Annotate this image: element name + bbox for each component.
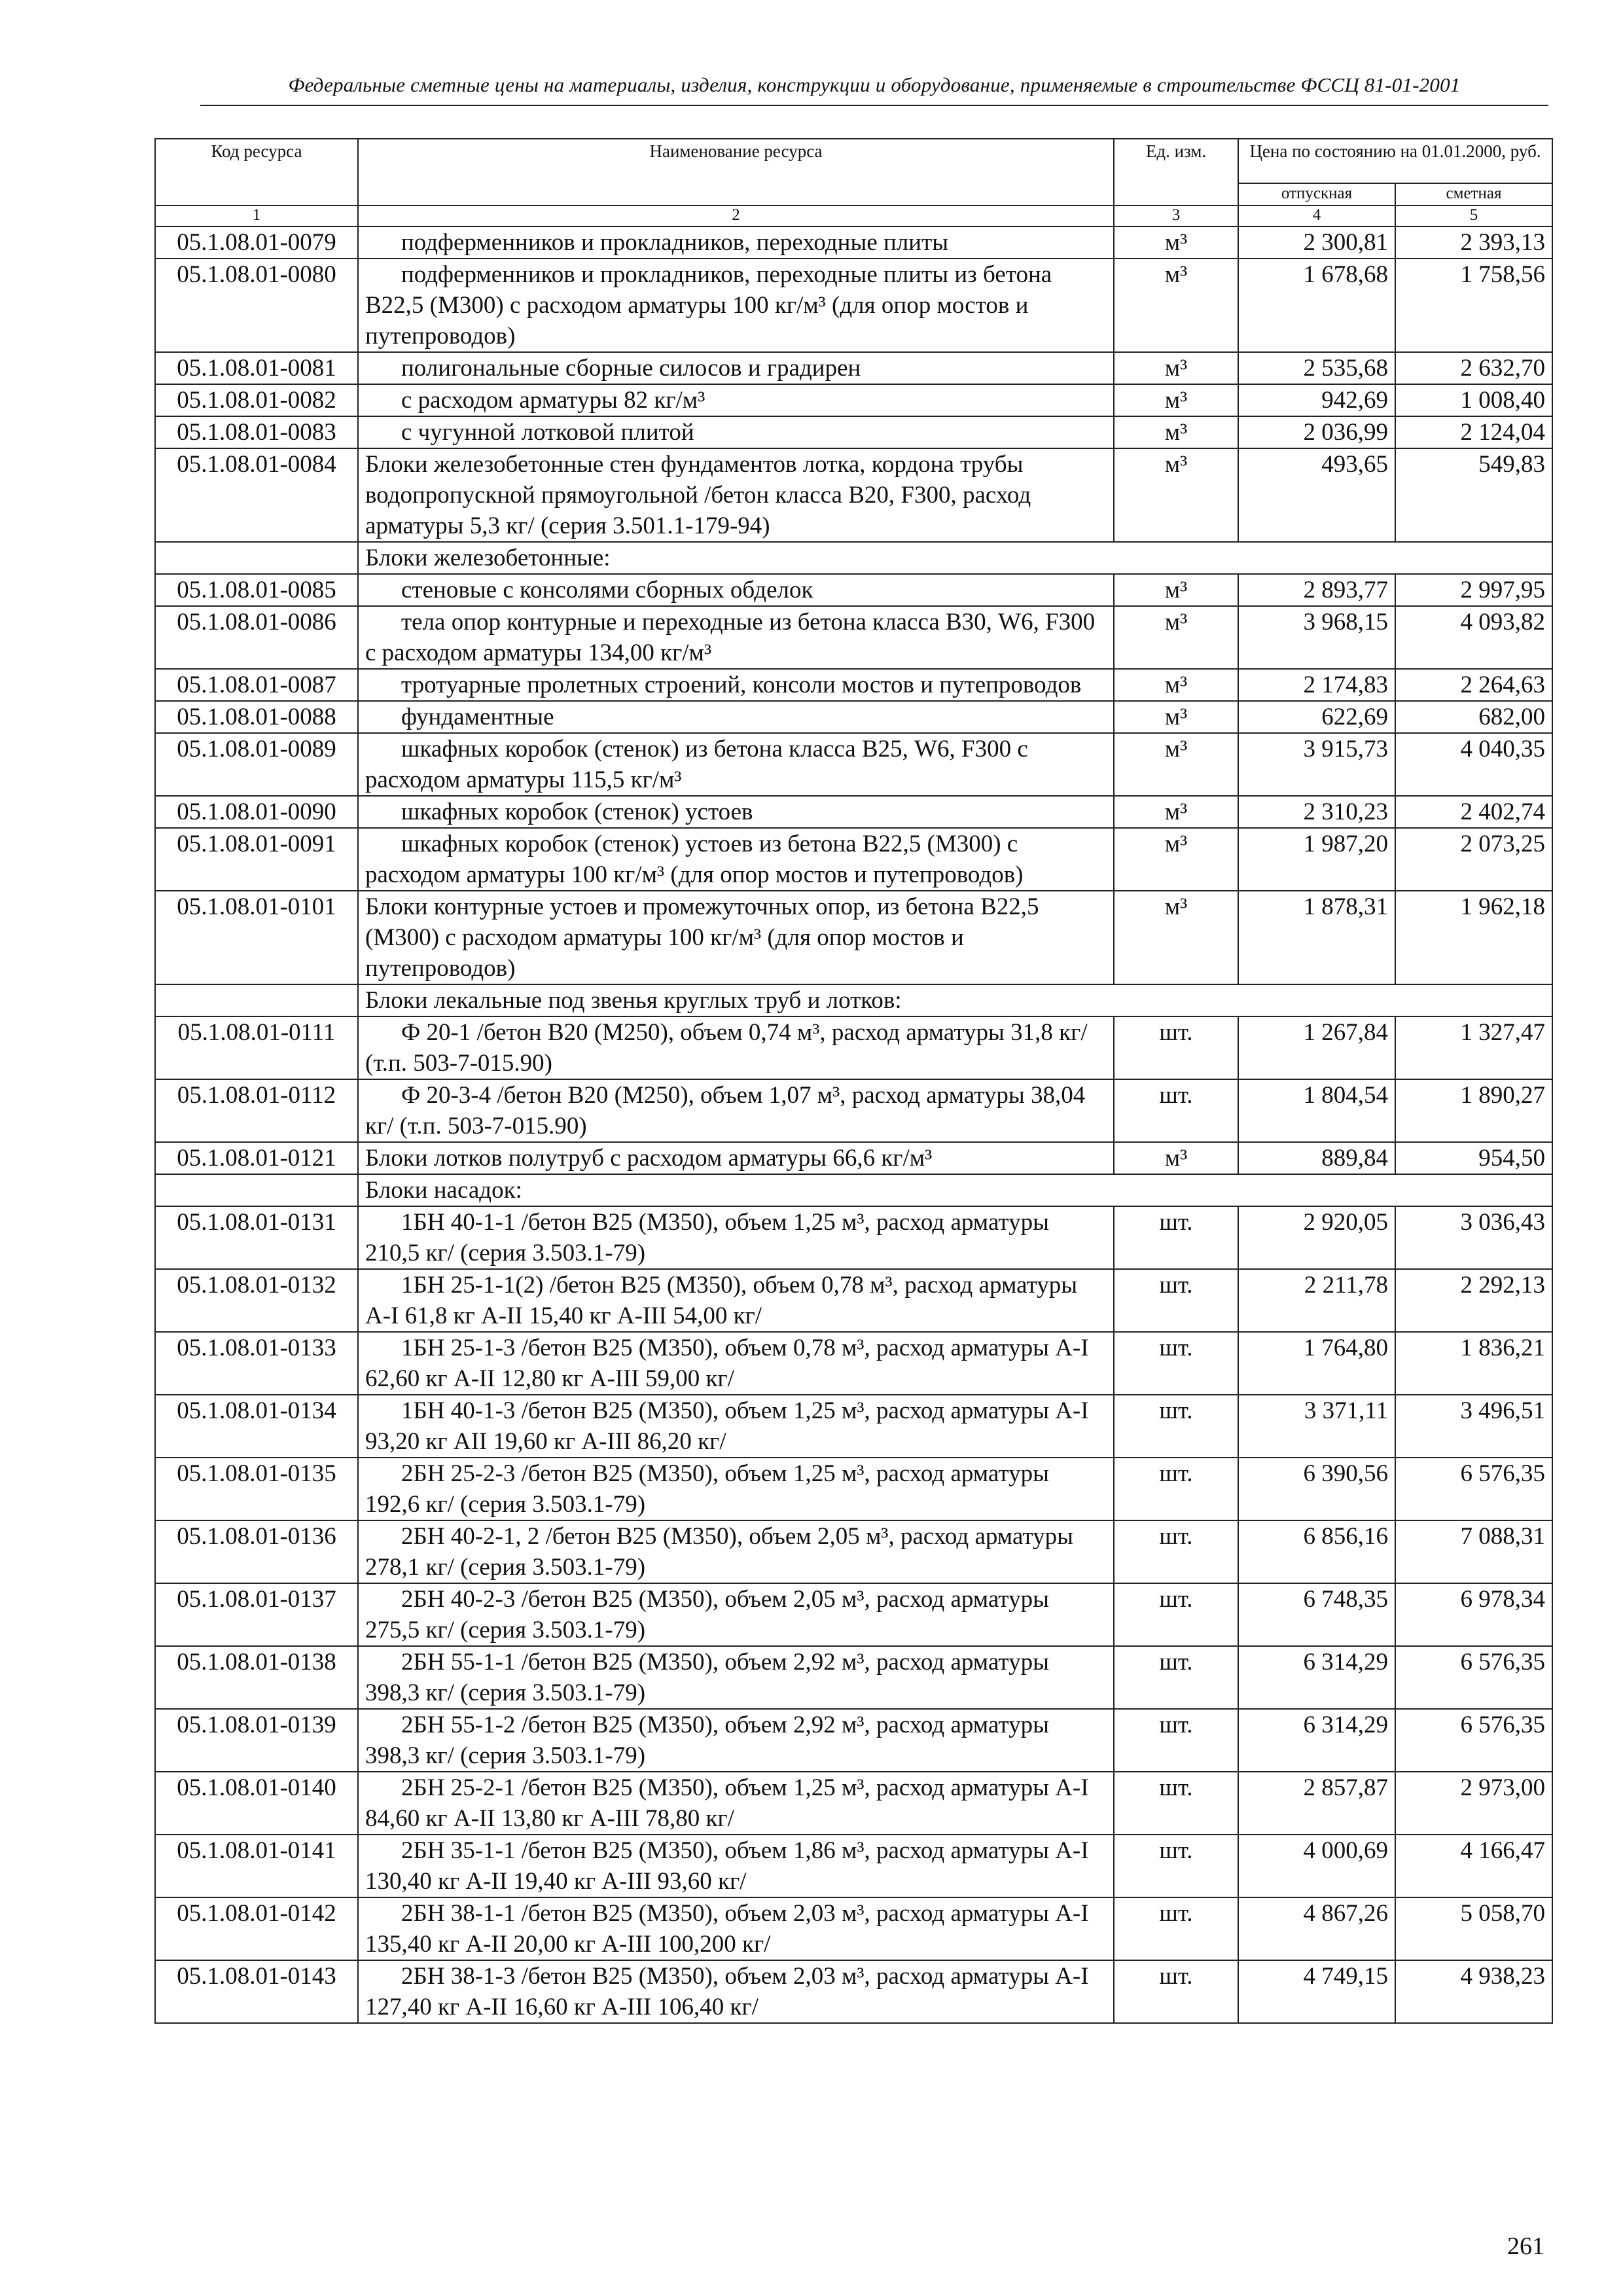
unit-of-measure: м³ <box>1114 828 1238 891</box>
release-price: 2 036,99 <box>1238 416 1395 448</box>
resource-code: 05.1.08.01-0085 <box>155 574 358 606</box>
resource-name: тротуарные пролетных строений, консоли мостов и путепроводов <box>358 669 1114 701</box>
resource-code: 05.1.08.01-0133 <box>155 1332 358 1395</box>
release-price: 2 535,68 <box>1238 352 1395 384</box>
estimate-price: 6 576,35 <box>1395 1458 1552 1520</box>
release-price: 2 174,83 <box>1238 669 1395 701</box>
resource-name: подферменников и прокладников, переходные плиты <box>358 226 1114 259</box>
column-number: 3 <box>1114 206 1238 226</box>
unit-of-measure: шт. <box>1114 1458 1238 1520</box>
resource-code: 05.1.08.01-0082 <box>155 384 358 416</box>
table-body <box>155 226 1552 2023</box>
unit-of-measure: м³ <box>1114 384 1238 416</box>
estimate-price: 6 576,35 <box>1395 1709 1552 1772</box>
estimate-price: 1 962,18 <box>1395 891 1552 984</box>
resource-code: 05.1.08.01-0081 <box>155 352 358 384</box>
unit-of-measure: шт. <box>1114 1520 1238 1583</box>
unit-of-measure: шт. <box>1114 1960 1238 2023</box>
unit-of-measure: шт. <box>1114 1646 1238 1709</box>
estimate-price: 6 576,35 <box>1395 1646 1552 1709</box>
release-price: 1 764,80 <box>1238 1332 1395 1395</box>
table-row <box>155 226 1552 259</box>
column-number: 1 <box>155 206 358 226</box>
estimate-price: 2 632,70 <box>1395 352 1552 384</box>
unit-of-measure: м³ <box>1114 701 1238 733</box>
estimate-price: 682,00 <box>1395 701 1552 733</box>
table-row <box>155 448 1552 542</box>
unit-of-measure: м³ <box>1114 733 1238 796</box>
estimate-price: 1 758,56 <box>1395 259 1552 352</box>
table-row <box>155 1960 1552 2023</box>
unit-of-measure: м³ <box>1114 669 1238 701</box>
header-rule <box>200 105 1548 106</box>
table-row <box>155 1269 1552 1332</box>
group-code-cell <box>155 1174 358 1206</box>
table-row <box>155 733 1552 796</box>
table-row <box>155 1016 1552 1079</box>
table-row <box>155 669 1552 701</box>
release-price: 2 300,81 <box>1238 226 1395 259</box>
unit-of-measure: м³ <box>1114 606 1238 669</box>
column-header-unit: Ед. изм. <box>1114 139 1238 206</box>
group-heading: Блоки лекальные под звенья круглых труб и лотков: <box>358 984 1552 1016</box>
release-price: 6 748,35 <box>1238 1583 1395 1646</box>
release-price: 1 267,84 <box>1238 1016 1395 1079</box>
table-row <box>155 1142 1552 1174</box>
resource-code: 05.1.08.01-0140 <box>155 1772 358 1835</box>
column-number: 5 <box>1395 206 1552 226</box>
resource-price-table <box>154 138 1553 2024</box>
resource-code: 05.1.08.01-0139 <box>155 1709 358 1772</box>
estimate-price: 2 073,25 <box>1395 828 1552 891</box>
release-price: 493,65 <box>1238 448 1395 542</box>
resource-name: тела опор контурные и переходные из бетона класса В30, W6, F300 с расходом арматуры 134,00 кг/м³ <box>358 606 1114 669</box>
unit-of-measure: шт. <box>1114 1395 1238 1458</box>
resource-code: 05.1.08.01-0142 <box>155 1897 358 1960</box>
group-heading: Блоки железобетонные: <box>358 542 1552 574</box>
column-header-estimate: сметная <box>1395 183 1552 206</box>
estimate-price: 2 402,74 <box>1395 796 1552 828</box>
resource-code: 05.1.08.01-0101 <box>155 891 358 984</box>
resource-code: 05.1.08.01-0132 <box>155 1269 358 1332</box>
unit-of-measure: шт. <box>1114 1709 1238 1772</box>
release-price: 1 987,20 <box>1238 828 1395 891</box>
estimate-price: 4 166,47 <box>1395 1835 1552 1897</box>
resource-name: шкафных коробок (стенок) устоев <box>358 796 1114 828</box>
estimate-price: 2 997,95 <box>1395 574 1552 606</box>
resource-name: подферменников и прокладников, переходные плиты из бетона В22,5 (М300) с расходом арматуры 100 кг/м³ (для опор мостов и путепроводов) <box>358 259 1114 352</box>
release-price: 2 310,23 <box>1238 796 1395 828</box>
table-row <box>155 1646 1552 1709</box>
unit-of-measure: м³ <box>1114 416 1238 448</box>
table-row <box>155 384 1552 416</box>
column-header-code: Код ресурса <box>155 139 358 206</box>
release-price: 3 371,11 <box>1238 1395 1395 1458</box>
resource-code: 05.1.08.01-0086 <box>155 606 358 669</box>
column-number: 2 <box>358 206 1114 226</box>
resource-name: стеновые с консолями сборных обделок <box>358 574 1114 606</box>
estimate-price: 1 008,40 <box>1395 384 1552 416</box>
unit-of-measure: м³ <box>1114 352 1238 384</box>
resource-code: 05.1.08.01-0088 <box>155 701 358 733</box>
estimate-price: 2 393,13 <box>1395 226 1552 259</box>
release-price: 6 314,29 <box>1238 1709 1395 1772</box>
estimate-price: 6 978,34 <box>1395 1583 1552 1646</box>
release-price: 3 915,73 <box>1238 733 1395 796</box>
table-row <box>155 828 1552 891</box>
resource-name: Ф 20-3-4 /бетон В20 (М250), объем 1,07 м³, расход арматуры 38,04 кг/ (т.п. 503-7-015.90) <box>358 1079 1114 1142</box>
running-header: Федеральные сметные цены на материалы, изделия, конструкции и оборудование, применяемые в строительстве ФССЦ 81-01-2001 <box>288 73 1461 96</box>
resource-name: 2БН 55-1-2 /бетон В25 (М350), объем 2,92 м³, расход арматуры 398,3 кг/ (серия 3.503.1-79) <box>358 1709 1114 1772</box>
unit-of-measure: шт. <box>1114 1772 1238 1835</box>
resource-code: 05.1.08.01-0121 <box>155 1142 358 1174</box>
estimate-price: 1 890,27 <box>1395 1079 1552 1142</box>
release-price: 2 857,87 <box>1238 1772 1395 1835</box>
estimate-price: 5 058,70 <box>1395 1897 1552 1960</box>
estimate-price: 2 292,13 <box>1395 1269 1552 1332</box>
release-price: 1 878,31 <box>1238 891 1395 984</box>
resource-name: 1БН 40-1-3 /бетон В25 (М350), объем 1,25 м³, расход арматуры А-I 93,20 кг АII 19,60 кг А-III 86,20 кг/ <box>358 1395 1114 1458</box>
unit-of-measure: м³ <box>1114 574 1238 606</box>
release-price: 6 856,16 <box>1238 1520 1395 1583</box>
table-row <box>155 574 1552 606</box>
resource-code: 05.1.08.01-0143 <box>155 1960 358 2023</box>
table-row <box>155 796 1552 828</box>
table-row <box>155 352 1552 384</box>
estimate-price: 4 093,82 <box>1395 606 1552 669</box>
resource-name: Ф 20-1 /бетон В20 (М250), объем 0,74 м³, расход арматуры 31,8 кг/ (т.п. 503-7-015.90) <box>358 1016 1114 1079</box>
resource-name: с чугунной лотковой плитой <box>358 416 1114 448</box>
table-row <box>155 1332 1552 1395</box>
resource-code: 05.1.08.01-0091 <box>155 828 358 891</box>
resource-name: с расходом арматуры 82 кг/м³ <box>358 384 1114 416</box>
column-number: 4 <box>1238 206 1395 226</box>
table-row <box>155 416 1552 448</box>
release-price: 2 920,05 <box>1238 1206 1395 1269</box>
column-header-price-group: Цена по состоянию на 01.01.2000, руб. <box>1238 139 1552 183</box>
release-price: 6 314,29 <box>1238 1646 1395 1709</box>
resource-code: 05.1.08.01-0112 <box>155 1079 358 1142</box>
unit-of-measure: шт. <box>1114 1897 1238 1960</box>
group-heading-row <box>155 1174 1552 1206</box>
estimate-price: 2 973,00 <box>1395 1772 1552 1835</box>
page-number: 261 <box>1507 2233 1544 2260</box>
group-code-cell <box>155 542 358 574</box>
resource-code: 05.1.08.01-0084 <box>155 448 358 542</box>
resource-code: 05.1.08.01-0136 <box>155 1520 358 1583</box>
table-row <box>155 1709 1552 1772</box>
resource-code: 05.1.08.01-0134 <box>155 1395 358 1458</box>
resource-name: 2БН 25-2-3 /бетон В25 (М350), объем 1,25 м³, расход арматуры 192,6 кг/ (серия 3.503.1-79) <box>358 1458 1114 1520</box>
table-row <box>155 891 1552 984</box>
resource-name: 1БН 25-1-1(2) /бетон В25 (М350), объем 0,78 м³, расход арматуры А-I 61,8 кг А-II 15,40 кг А-III 54,00 кг/ <box>358 1269 1114 1332</box>
resource-code: 05.1.08.01-0131 <box>155 1206 358 1269</box>
resource-code: 05.1.08.01-0135 <box>155 1458 358 1520</box>
release-price: 942,69 <box>1238 384 1395 416</box>
resource-name: шкафных коробок (стенок) из бетона класса В25, W6, F300 с расходом арматуры 115,5 кг/м³ <box>358 733 1114 796</box>
group-code-cell <box>155 984 358 1016</box>
group-heading: Блоки насадок: <box>358 1174 1552 1206</box>
estimate-price: 7 088,31 <box>1395 1520 1552 1583</box>
resource-name: 2БН 38-1-3 /бетон В25 (М350), объем 2,03 м³, расход арматуры А-I 127,40 кг А-II 16,60 кг А-III 106,40 кг/ <box>358 1960 1114 2023</box>
table-row <box>155 1772 1552 1835</box>
group-heading-row <box>155 542 1552 574</box>
estimate-price: 549,83 <box>1395 448 1552 542</box>
resource-code: 05.1.08.01-0087 <box>155 669 358 701</box>
resource-code: 05.1.08.01-0111 <box>155 1016 358 1079</box>
unit-of-measure: шт. <box>1114 1835 1238 1897</box>
resource-code: 05.1.08.01-0137 <box>155 1583 358 1646</box>
unit-of-measure: шт. <box>1114 1079 1238 1142</box>
resource-name: Блоки контурные устоев и промежуточных опор, из бетона В22,5 (М300) с расходом арматуры 100 кг/м³ (для опор мостов и путепроводов) <box>358 891 1114 984</box>
table-row <box>155 1458 1552 1520</box>
release-price: 4 867,26 <box>1238 1897 1395 1960</box>
unit-of-measure: шт. <box>1114 1269 1238 1332</box>
resource-name: 2БН 55-1-1 /бетон В25 (М350), объем 2,92 м³, расход арматуры 398,3 кг/ (серия 3.503.1-79) <box>358 1646 1114 1709</box>
release-price: 622,69 <box>1238 701 1395 733</box>
resource-code: 05.1.08.01-0090 <box>155 796 358 828</box>
release-price: 1 678,68 <box>1238 259 1395 352</box>
column-header-name: Наименование ресурса <box>358 139 1114 206</box>
resource-name: 1БН 40-1-1 /бетон В25 (М350), объем 1,25 м³, расход арматуры 210,5 кг/ (серия 3.503.1-79) <box>358 1206 1114 1269</box>
unit-of-measure: м³ <box>1114 259 1238 352</box>
unit-of-measure: шт. <box>1114 1583 1238 1646</box>
estimate-price: 1 836,21 <box>1395 1332 1552 1395</box>
unit-of-measure: м³ <box>1114 448 1238 542</box>
resource-name: фундаментные <box>358 701 1114 733</box>
table-row <box>155 1835 1552 1897</box>
table-row <box>155 606 1552 669</box>
table-row <box>155 701 1552 733</box>
resource-name: 2БН 38-1-1 /бетон В25 (М350), объем 2,03 м³, расход арматуры А-I 135,40 кг А-II 20,00 кг А-III 100,200 кг/ <box>358 1897 1114 1960</box>
table-row <box>155 1897 1552 1960</box>
resource-name: 1БН 25-1-3 /бетон В25 (М350), объем 0,78 м³, расход арматуры А-I 62,60 кг А-II 12,80 кг А-III 59,00 кг/ <box>358 1332 1114 1395</box>
estimate-price: 4 040,35 <box>1395 733 1552 796</box>
resource-code: 05.1.08.01-0079 <box>155 226 358 259</box>
table-row <box>155 1206 1552 1269</box>
estimate-price: 4 938,23 <box>1395 1960 1552 2023</box>
table-row <box>155 1395 1552 1458</box>
resource-code: 05.1.08.01-0083 <box>155 416 358 448</box>
release-price: 2 893,77 <box>1238 574 1395 606</box>
estimate-price: 2 124,04 <box>1395 416 1552 448</box>
table-row <box>155 1583 1552 1646</box>
estimate-price: 1 327,47 <box>1395 1016 1552 1079</box>
resource-name: полигональные сборные силосов и градирен <box>358 352 1114 384</box>
column-header-release: отпускная <box>1238 183 1395 206</box>
unit-of-measure: м³ <box>1114 891 1238 984</box>
resource-code: 05.1.08.01-0141 <box>155 1835 358 1897</box>
resource-code: 05.1.08.01-0080 <box>155 259 358 352</box>
release-price: 2 211,78 <box>1238 1269 1395 1332</box>
resource-name: 2БН 40-2-3 /бетон В25 (М350), объем 2,05 м³, расход арматуры 275,5 кг/ (серия 3.503.1-79) <box>358 1583 1114 1646</box>
resource-name: 2БН 40-2-1, 2 /бетон В25 (М350), объем 2,05 м³, расход арматуры 278,1 кг/ (серия 3.503.1-79) <box>358 1520 1114 1583</box>
column-number-row <box>155 206 1552 226</box>
estimate-price: 3 496,51 <box>1395 1395 1552 1458</box>
estimate-price: 3 036,43 <box>1395 1206 1552 1269</box>
release-price: 4 749,15 <box>1238 1960 1395 2023</box>
unit-of-measure: шт. <box>1114 1206 1238 1269</box>
resource-name: 2БН 25-2-1 /бетон В25 (М350), объем 1,25 м³, расход арматуры А-I 84,60 кг А-II 13,80 кг А-III 78,80 кг/ <box>358 1772 1114 1835</box>
resource-name: шкафных коробок (стенок) устоев из бетона В22,5 (М300) с расходом арматуры 100 кг/м³ (для опор мостов и путепроводов) <box>358 828 1114 891</box>
release-price: 6 390,56 <box>1238 1458 1395 1520</box>
table-row <box>155 1520 1552 1583</box>
release-price: 3 968,15 <box>1238 606 1395 669</box>
unit-of-measure: м³ <box>1114 226 1238 259</box>
unit-of-measure: м³ <box>1114 1142 1238 1174</box>
estimate-price: 954,50 <box>1395 1142 1552 1174</box>
group-heading-row <box>155 984 1552 1016</box>
release-price: 889,84 <box>1238 1142 1395 1174</box>
estimate-price: 2 264,63 <box>1395 669 1552 701</box>
unit-of-measure: м³ <box>1114 796 1238 828</box>
table-row <box>155 259 1552 352</box>
resource-name: Блоки лотков полутруб с расходом арматуры 66,6 кг/м³ <box>358 1142 1114 1174</box>
release-price: 1 804,54 <box>1238 1079 1395 1142</box>
resource-name: Блоки железобетонные стен фундаментов лотка, кордона трубы водопропускной прямоугольной /бетон класса В20, F300, расход арматуры 5,3 кг/ (серия 3.501.1-179-94) <box>358 448 1114 542</box>
resource-name: 2БН 35-1-1 /бетон В25 (М350), объем 1,86 м³, расход арматуры А-I 130,40 кг А-II 19,40 кг А-III 93,60 кг/ <box>358 1835 1114 1897</box>
resource-code: 05.1.08.01-0138 <box>155 1646 358 1709</box>
unit-of-measure: шт. <box>1114 1016 1238 1079</box>
resource-code: 05.1.08.01-0089 <box>155 733 358 796</box>
unit-of-measure: шт. <box>1114 1332 1238 1395</box>
table-row <box>155 1079 1552 1142</box>
release-price: 4 000,69 <box>1238 1835 1395 1897</box>
